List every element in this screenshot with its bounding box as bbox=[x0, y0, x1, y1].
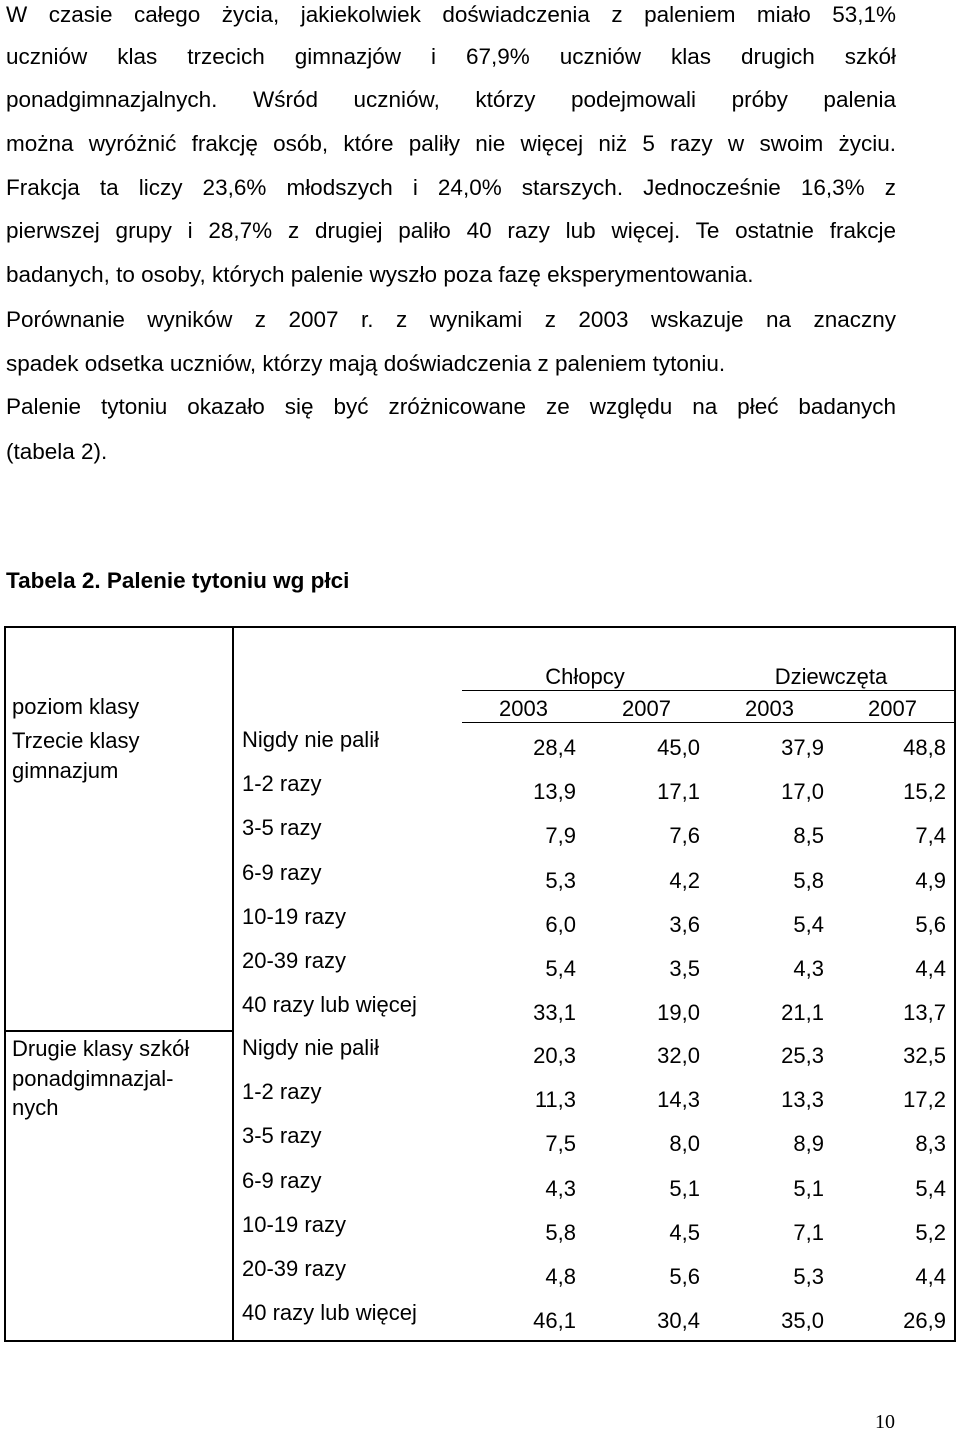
paragraph-line: W czasie całego życia, jakiekolwiek doświadczenia z paleniem miało 53,1% bbox=[6, 2, 896, 27]
header-boys: Chłopcy bbox=[545, 664, 625, 689]
table-cell: 8,9 bbox=[793, 1131, 824, 1157]
table-divider bbox=[232, 626, 234, 1342]
table-cell: 17,1 bbox=[657, 779, 700, 805]
header-year: 2007 bbox=[868, 696, 917, 721]
table-cell: 30,4 bbox=[657, 1308, 700, 1334]
table-cell: 7,5 bbox=[545, 1131, 576, 1157]
row-label: 1-2 razy bbox=[242, 1079, 322, 1105]
table-cell: 45,0 bbox=[657, 735, 700, 760]
table-cell: 37,9 bbox=[781, 735, 824, 760]
table-cell: 28,4 bbox=[533, 735, 576, 760]
table-cell: 7,9 bbox=[545, 823, 576, 849]
header-year: 2003 bbox=[745, 696, 794, 721]
table-cell: 4,9 bbox=[915, 867, 946, 893]
table-cell: 46,1 bbox=[533, 1308, 576, 1334]
table-cell: 8,5 bbox=[793, 823, 824, 849]
table-cell: 8,0 bbox=[669, 1131, 700, 1157]
paragraph-line: Palenie tytoniu okazało się być zróżnicowane ze względu na płeć badanych bbox=[6, 394, 896, 419]
table-cell: 5,4 bbox=[915, 1175, 946, 1201]
header-girls: Dziewczęta bbox=[774, 664, 888, 689]
table-cell: 14,3 bbox=[657, 1087, 700, 1113]
table-cell: 35,0 bbox=[781, 1308, 824, 1334]
page-number: 10 bbox=[875, 1411, 895, 1433]
table-cell: 48,8 bbox=[903, 735, 946, 760]
table-cell: 7,1 bbox=[793, 1219, 824, 1245]
table-cell: 15,2 bbox=[903, 779, 946, 805]
paragraph-line: uczniów klas trzecich gimnazjów i 67,9% uczniów klas drugich szkół bbox=[6, 44, 896, 69]
table-rule bbox=[4, 1030, 233, 1032]
table-rule bbox=[462, 722, 954, 723]
table-cell: 25,3 bbox=[781, 1043, 824, 1068]
table-cell: 3,5 bbox=[669, 956, 700, 981]
row-label: 40 razy lub więcej bbox=[242, 1300, 417, 1326]
table-cell: 5,2 bbox=[915, 1219, 946, 1245]
table-cell: 5,1 bbox=[669, 1175, 700, 1201]
table-cell: 5,4 bbox=[793, 911, 824, 937]
table-cell: 3,6 bbox=[669, 911, 700, 937]
level-label: gimnazjum bbox=[12, 758, 119, 783]
table-cell: 6,0 bbox=[545, 911, 576, 937]
table-cell: 4,4 bbox=[915, 1264, 946, 1289]
table-cell: 13,3 bbox=[781, 1087, 824, 1113]
paragraph-line: pierwszej grupy i 28,7% z drugiej paliło 40 razy lub więcej. Te ostatnie frakcje bbox=[6, 218, 896, 243]
paragraph-line: spadek odsetka uczniów, którzy mają doświadczenia z paleniem tytoniu. bbox=[6, 351, 726, 376]
table-cell: 26,9 bbox=[903, 1308, 946, 1334]
table-cell: 19,0 bbox=[657, 1000, 700, 1026]
table-cell: 21,1 bbox=[781, 1000, 824, 1026]
table-cell: 32,0 bbox=[657, 1043, 700, 1068]
header-year: 2007 bbox=[622, 696, 671, 721]
table-cell: 11,3 bbox=[534, 1087, 576, 1113]
row-label: 6-9 razy bbox=[242, 859, 322, 885]
paragraph-line: ponadgimnazjalnych. Wśród uczniów, którzy podejmowali próby palenia bbox=[6, 87, 896, 112]
table-cell: 5,3 bbox=[545, 867, 576, 893]
table-cell: 13,7 bbox=[903, 1000, 946, 1026]
table-caption: Tabela 2. Palenie tytoniu wg płci bbox=[6, 568, 350, 593]
paragraph-line: Frakcja ta liczy 23,6% młodszych i 24,0% starszych. Jednocześnie 16,3% z bbox=[6, 175, 896, 200]
table-cell: 4,3 bbox=[793, 956, 824, 981]
table-cell: 5,3 bbox=[793, 1264, 824, 1289]
table-cell: 20,3 bbox=[533, 1043, 576, 1068]
row-label: 20-39 razy bbox=[242, 948, 346, 973]
header-year: 2003 bbox=[499, 696, 548, 721]
paragraph-line: (tabela 2). bbox=[6, 439, 108, 464]
level-label: Trzecie klasy bbox=[12, 728, 140, 753]
table-cell: 33,1 bbox=[533, 1000, 576, 1026]
row-label: 1-2 razy bbox=[242, 771, 322, 797]
table-cell: 8,3 bbox=[915, 1131, 946, 1157]
level-label: ponadgimnazjal- bbox=[12, 1066, 174, 1091]
row-label: 3-5 razy bbox=[242, 815, 322, 841]
row-label: 10-19 razy bbox=[242, 903, 346, 929]
level-label: nych bbox=[12, 1095, 59, 1120]
table-cell: 5,1 bbox=[793, 1175, 824, 1201]
table-cell: 32,5 bbox=[903, 1043, 946, 1068]
header-level: poziom klasy bbox=[12, 694, 140, 719]
table-cell: 17,0 bbox=[781, 779, 824, 805]
paragraph-line: Porównanie wyników z 2007 r. z wynikami z 2003 wskazuje na znaczny bbox=[6, 307, 896, 332]
table-cell: 13,9 bbox=[533, 779, 576, 805]
table-cell: 4,8 bbox=[545, 1264, 576, 1289]
table-cell: 17,2 bbox=[903, 1087, 946, 1113]
paragraph-line: można wyróżnić frakcję osób, które paliły nie więcej niż 5 razy w swoim życiu. bbox=[6, 131, 896, 156]
table-rule bbox=[462, 690, 954, 691]
table-cell: 4,2 bbox=[669, 867, 700, 893]
table-cell: 4,3 bbox=[545, 1175, 576, 1201]
row-label: 3-5 razy bbox=[242, 1123, 322, 1149]
row-label: 20-39 razy bbox=[242, 1256, 346, 1281]
table-cell: 7,6 bbox=[669, 823, 700, 849]
table-cell: 4,5 bbox=[669, 1219, 700, 1245]
row-label: 6-9 razy bbox=[242, 1167, 322, 1193]
paragraph-line: badanych, to osoby, których palenie wyszło poza fazę eksperymentowania. bbox=[6, 262, 754, 287]
table-cell: 5,6 bbox=[669, 1264, 700, 1289]
table-cell: 5,4 bbox=[545, 956, 576, 981]
row-label: 40 razy lub więcej bbox=[242, 992, 417, 1018]
row-label: 10-19 razy bbox=[242, 1211, 346, 1237]
table-cell: 5,6 bbox=[915, 911, 946, 937]
row-label: Nigdy nie palił bbox=[242, 1035, 379, 1060]
level-label: Drugie klasy szkół bbox=[12, 1036, 190, 1061]
table-cell: 7,4 bbox=[915, 823, 946, 849]
row-label: Nigdy nie palił bbox=[242, 727, 379, 752]
table-cell: 5,8 bbox=[793, 867, 824, 893]
table-cell: 4,4 bbox=[915, 956, 946, 981]
table-cell: 5,8 bbox=[545, 1219, 576, 1245]
